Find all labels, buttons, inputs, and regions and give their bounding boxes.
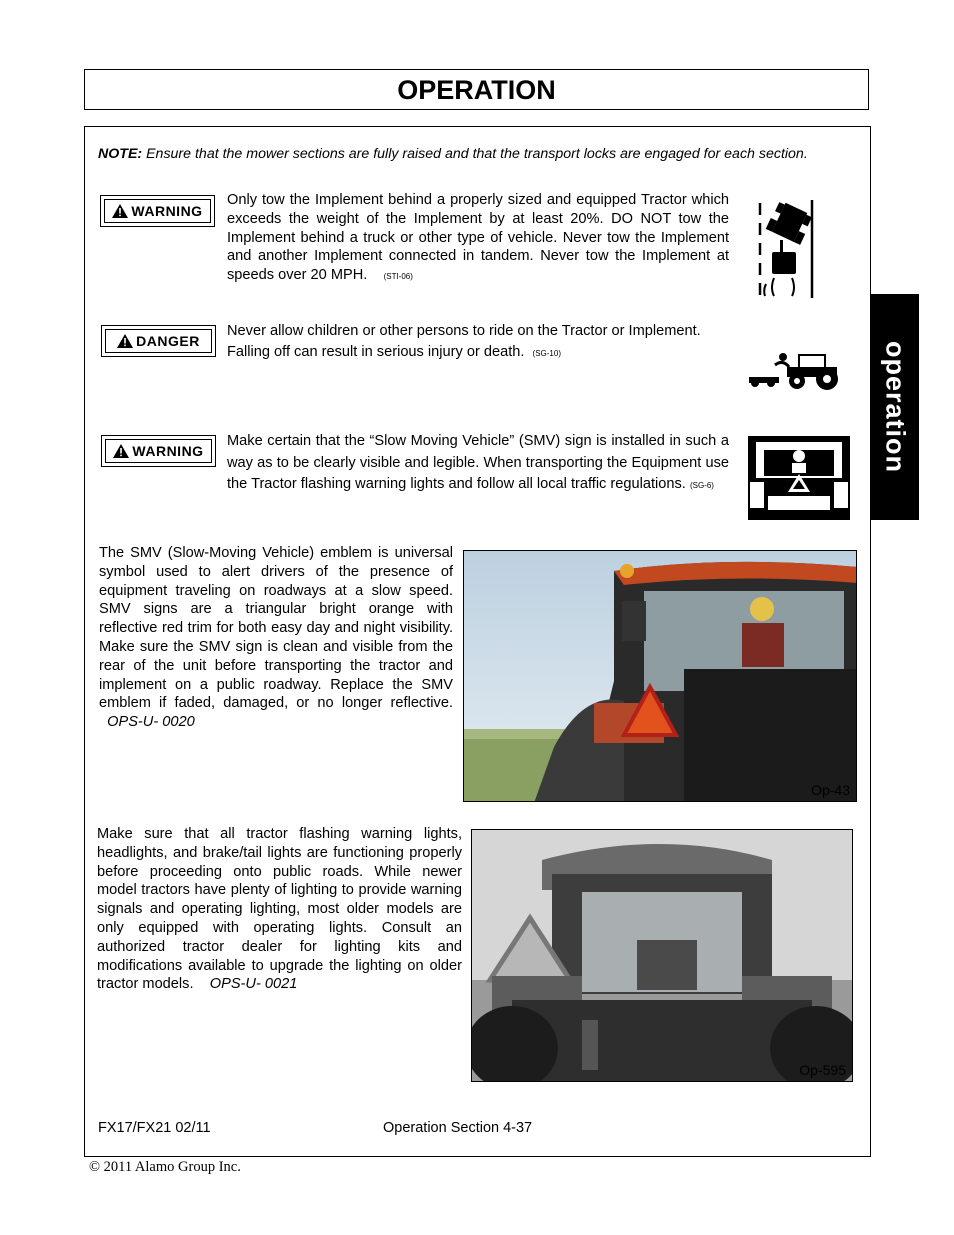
smv-body: The SMV (Slow-Moving Vehicle) emblem is universal symbol used to alert drivers of the presence of equipment traveling on roadways at a slow speed. SMV signs are a triangular bright orange with reflective red trim for both easy day and night visibility. Make sure the SMV sign is clean and visible from the rear of the unit before transporting the tractor and implement on a public roadway. Replace the SMV emblem if faded, damaged, or no longer reflective. (99, 545, 453, 712)
lighting-body: Make sure that all tractor flashing warning lights, headlights, and brake/tail lights are functioning properly before proceeding onto public roads. While newer model tractors have plenty of lighting to provide warning signals and operating lighting, most older models are only equipped with operating lights. Consult an authorized tractor dealer for lighting kits and modifications available to upgrade the lighting on older tractor models. (97, 826, 462, 993)
badge-label: WARNING (131, 203, 203, 219)
alert-triangle-icon (113, 444, 129, 458)
footer-model: FX17/FX21 02/11 (98, 1120, 211, 1136)
lighting-code: OPS-U- 0021 (209, 976, 298, 993)
warning-badge (101, 435, 216, 467)
tractor-lights-photo (471, 829, 853, 1082)
warning-code: (STI-06) (383, 272, 413, 282)
photo-label: Op-43 (811, 782, 850, 798)
note-label: NOTE: (98, 146, 143, 162)
warning-code: (SG-6) (689, 481, 714, 490)
tractor-smv-illustration (464, 551, 857, 802)
smv-tractor-rear-icon (748, 436, 850, 520)
warning-body: Make certain that the “Slow Moving Vehicle” (SMV) sign is installed in such a way as to be clearly visible and legible. When transporting the Equipment use the Tractor flashing warning lights and follow all local traffic regulations. (227, 433, 729, 492)
tractor-lights-illustration (472, 830, 853, 1082)
section-side-tab (870, 294, 919, 520)
warning-badge (100, 195, 215, 227)
note-paragraph (98, 145, 856, 163)
warning-text (227, 431, 729, 497)
tractor-smv-photo (463, 550, 857, 802)
smv-code: OPS-U- 0020 (107, 714, 195, 731)
badge-label: WARNING (132, 443, 204, 459)
warning-text (227, 191, 729, 287)
alert-triangle-icon (117, 334, 133, 348)
tow-diagram-icon (752, 198, 818, 300)
danger-code: (SG-10) (532, 349, 561, 358)
page-title: OPERATION (84, 69, 869, 110)
photo-label: Op-595 (799, 1062, 846, 1078)
alert-triangle-icon (112, 204, 128, 218)
danger-badge (101, 325, 216, 357)
side-tab-label: operation (880, 340, 910, 474)
footer-section: Operation Section 4-37 (383, 1120, 533, 1136)
lighting-paragraph (97, 825, 462, 994)
rider-falling-icon (747, 345, 845, 391)
footer-copyright: © 2011 Alamo Group Inc. (89, 1159, 241, 1175)
danger-text (227, 321, 732, 364)
smv-paragraph (99, 544, 453, 732)
badge-label: DANGER (136, 333, 200, 349)
warning-body: Only tow the Implement behind a properly sized and equipped Tractor which exceeds the weight of the Implement by at least 20%. DO NOT tow the Implement behind a truck or other type of vehicle. Never tow the Implement and another Implement connected in tandem. Never tow the Implement at speeds over 20 MPH. (227, 192, 729, 284)
danger-body: Never allow children or other persons to ride on the Tractor or Implement. Falling off can result in serious injury or death. (227, 323, 701, 360)
note-text: Ensure that the mower sections are fully raised and that the transport locks are engaged for each section. (146, 146, 808, 162)
